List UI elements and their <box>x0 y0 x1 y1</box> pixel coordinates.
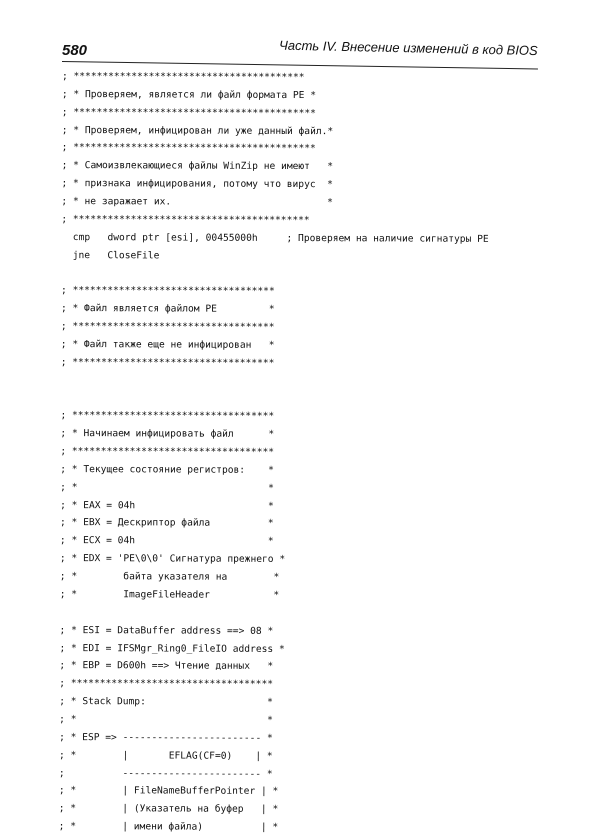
code-line: jne CloseFile <box>61 249 160 262</box>
code-line: ; * байта указателя на * <box>59 571 280 584</box>
code-line: ; * не заражает их. * <box>61 196 333 209</box>
code-line: ; * EBX = Дескриптор файла * <box>59 517 274 530</box>
code-line: ; * * <box>60 481 274 494</box>
code-line: ; * признака инфицирования, потому что вирус * <box>61 178 333 191</box>
code-line: ; * Файл является файлом PE * <box>60 303 275 316</box>
code-line: ; *********************************** <box>60 356 275 369</box>
running-title: Часть IV. Внесение изменений в код BIOS <box>279 37 539 58</box>
code-line <box>60 604 540 624</box>
code-line: ; * ESP => ------------------------ * <box>59 731 273 744</box>
code-line: ; * | EFLAG(CF=0) | * <box>58 749 273 762</box>
code-line: ; * Текущее состояние регистров: * <box>60 463 274 476</box>
code-line: ; ***************************************** <box>61 213 310 226</box>
code-line: ; * ECX = 04h * <box>59 535 274 548</box>
code-line: ; **************************************** <box>61 70 305 84</box>
code-listing <box>59 68 542 838</box>
code-line: ; * EDI = IFSMgr_Ring0_FileIO address * <box>59 642 285 655</box>
code-line: ; * | имени файла) | * <box>58 821 279 834</box>
code-line: ; ****************************************** <box>61 106 316 119</box>
code-line: ; ****************************************** <box>61 142 316 155</box>
code-line: ; * ESI = DataBuffer address ==> 08 * <box>59 624 274 637</box>
code-line: ; * Файл также еще не инфицирован * <box>60 338 275 351</box>
code-line: ; * Самоизвлекающиеся файлы WinZip не имеют * <box>61 160 334 173</box>
page-header <box>62 37 539 66</box>
code-line: ; * EDX = 'PE\0\0' Сигнатура прежнего * <box>59 553 286 566</box>
code-line: ; *********************************** <box>60 321 275 333</box>
code-line <box>61 372 541 392</box>
code-line: ; * | (Указатель на буфер | * <box>58 803 279 816</box>
code-line: ; *********************************** <box>61 285 275 298</box>
code-line: ; * EBP = D600h ==> Чтение данных * <box>59 660 274 673</box>
page-number: 580 <box>62 42 88 59</box>
code-line: ; * Начинаем инфицировать файл * <box>60 428 275 441</box>
code-line: ; * Проверяем, является ли файл формата PE * <box>61 88 317 101</box>
code-line <box>61 264 541 284</box>
code-line <box>61 389 541 409</box>
code-line: ; *********************************** <box>59 678 274 691</box>
code-line: cmp dword ptr [esi], 00455000h ; Проверяем на наличие сигнатуры PE <box>61 231 489 245</box>
code-line: ; *********************************** <box>60 446 275 458</box>
code-line: ; * Проверяем, инфицирован ли уже данный файл.* <box>61 124 334 137</box>
code-line: ; * * <box>59 713 273 726</box>
code-line: ; *********************************** <box>60 410 275 423</box>
code-line: ; * | FileNameBufferPointer | * <box>58 785 279 798</box>
code-line: ; * ImageFileHeader * <box>59 588 280 601</box>
code-line: ; * Stack Dump: * <box>59 696 273 709</box>
code-line: ; ------------------------ * <box>58 767 273 780</box>
code-line: ; * EAX = 04h * <box>60 499 274 512</box>
